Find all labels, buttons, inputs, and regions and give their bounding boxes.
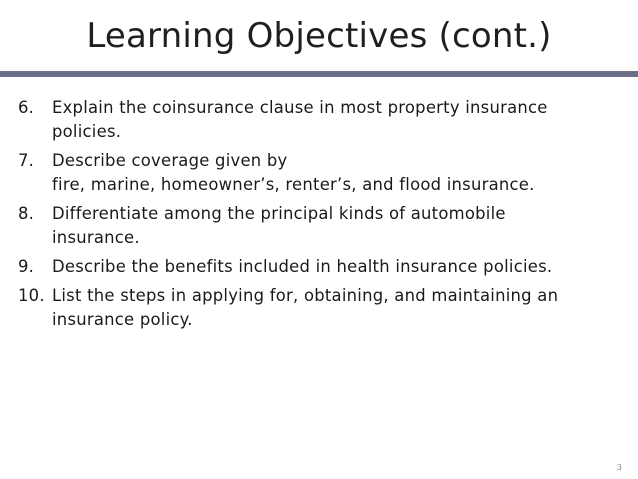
list-item: [18, 284, 618, 332]
page-number: 3: [616, 463, 622, 472]
list-item: [18, 96, 618, 144]
item-text: Describe the benefits included in health insurance policies.: [52, 257, 553, 276]
slide-title: Learning Objectives (cont.): [86, 16, 552, 56]
list-item: [18, 202, 618, 250]
item-text: List the steps in applying for, obtaining, and maintaining an insurance policy.: [52, 286, 559, 329]
item-text: Differentiate among the principal kinds of automobile insurance.: [52, 204, 506, 247]
list-item: [18, 255, 618, 279]
objectives-list: [18, 96, 618, 337]
title-divider: [0, 71, 638, 77]
item-number: 6.: [18, 98, 35, 117]
item-number: 9.: [18, 257, 35, 276]
item-number: 8.: [18, 204, 35, 223]
item-number: 7.: [18, 151, 35, 170]
item-text: Describe coverage given by fire, marine, homeowner’s, renter’s, and flood insurance.: [52, 151, 535, 194]
item-number: 10.: [18, 286, 45, 305]
list-item: [18, 149, 618, 197]
item-text: Explain the coinsurance clause in most property insurance policies.: [52, 98, 548, 141]
